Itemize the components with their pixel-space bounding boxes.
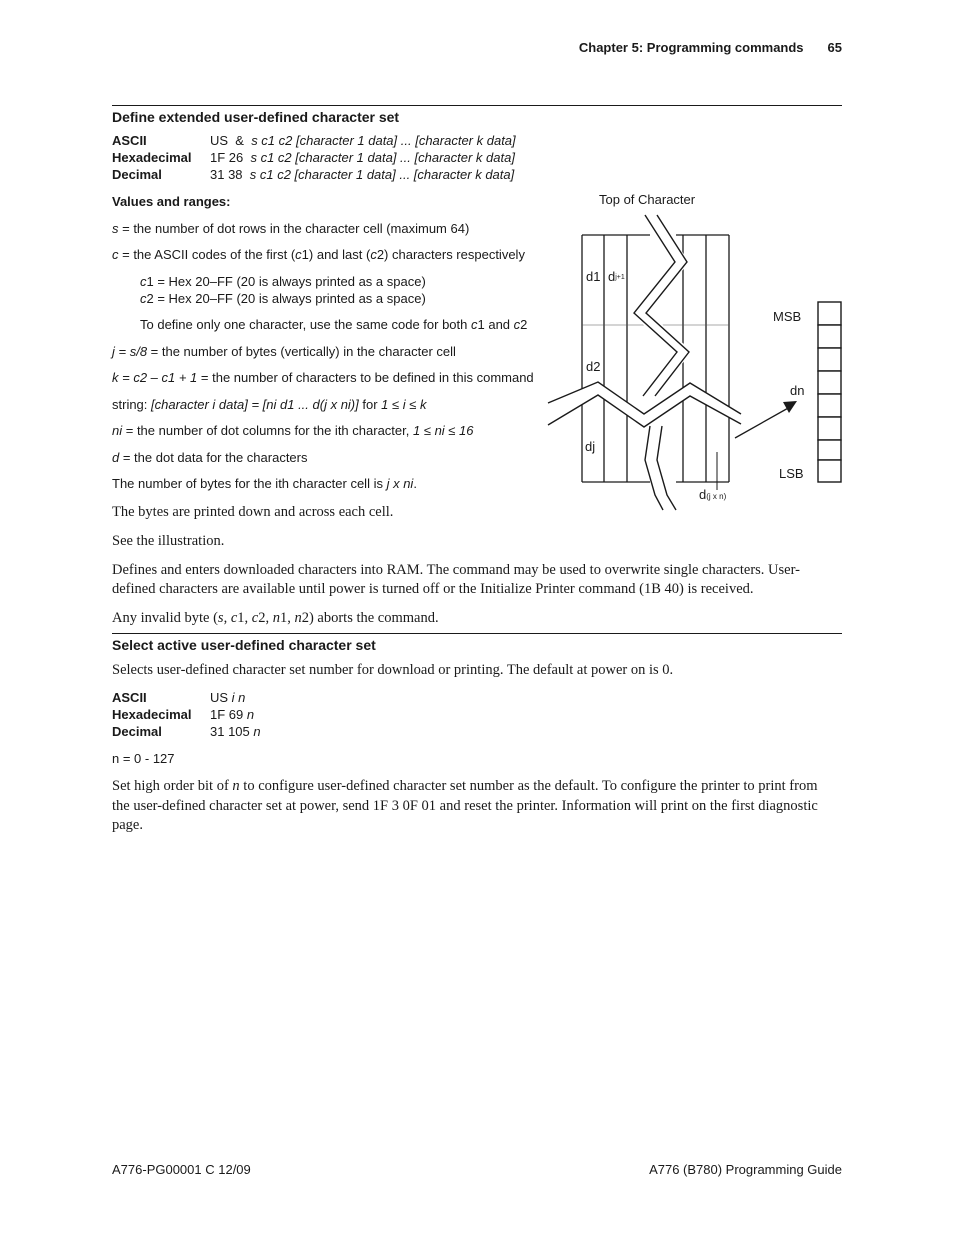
- command-label: ASCII: [112, 133, 147, 148]
- paragraph: page.: [112, 817, 143, 833]
- command-label: ASCII: [112, 690, 147, 705]
- djxn-label: d(j x n): [699, 487, 727, 502]
- d2-label: d2: [586, 359, 601, 374]
- paragraph: the user-defined character set at power, send 1F 3 0F 01 and reset the printer. Information will print on the first diagnostic: [112, 798, 818, 814]
- command-row: [112, 132, 532, 149]
- paragraph: Defines and enters downloaded characters into RAM. The command may be used to overwrite single characters. User-: [112, 562, 800, 578]
- chapter-title: Chapter 5: Programming commands: [578, 40, 804, 55]
- dj-label: dj: [585, 439, 596, 454]
- lsb-label: LSB: [779, 466, 804, 481]
- n-range: n = 0 - 127: [112, 751, 175, 766]
- c-definition: c = the ASCII codes of the first (c1) and last (c2) characters respectively: [112, 247, 525, 262]
- dn-label: dn: [790, 383, 805, 398]
- command-row: [112, 723, 532, 740]
- single-char-note: To define only one character, use the same code for both c1 and c2: [140, 317, 528, 332]
- msb-label: MSB: [773, 309, 802, 324]
- command-row: [112, 689, 532, 706]
- section-title: Select active user-defined character set: [112, 637, 376, 653]
- bytes-definition: The number of bytes for the ith character cell is j x ni.: [112, 476, 417, 491]
- running-header: [520, 39, 842, 56]
- footer-doc-id: A776-PG00001 C 12/09: [112, 1162, 251, 1177]
- d-definition: d = the dot data for the characters: [112, 450, 308, 465]
- paragraph: The bytes are printed down and across each cell.: [112, 504, 394, 520]
- command-value: 31 105 n: [210, 724, 261, 739]
- k-definition: k = c2 – c1 + 1 = the number of characters to be defined in this command: [112, 370, 534, 385]
- top-of-character-label: Top of Character: [599, 192, 696, 207]
- d1-label: d1: [586, 269, 601, 284]
- command-label: Hexadecimal: [112, 707, 192, 722]
- section-title: Define extended user-defined character set: [112, 109, 400, 125]
- c1-range: c1 = Hex 20–FF (20 is always printed as a space): [140, 274, 426, 289]
- command-value: US i n: [210, 690, 246, 705]
- command-value: US & s c1 c2 [character 1 data] ... [character k data]: [210, 133, 516, 148]
- command-label: Decimal: [112, 724, 162, 739]
- command-label: Hexadecimal: [112, 150, 192, 165]
- command-row: [112, 706, 532, 723]
- section-divider: [112, 633, 842, 634]
- byte-column: [818, 302, 841, 482]
- command-row: [112, 149, 532, 166]
- dj1-label: dj+1: [608, 269, 625, 284]
- c2-range: c2 = Hex 20–FF (20 is always printed as a space): [140, 291, 426, 306]
- s-definition: s = the number of dot rows in the character cell (maximum 64): [112, 221, 470, 236]
- command-value: 1F 26 s c1 c2 [character 1 data] ... [character k data]: [210, 150, 515, 165]
- command-row: [112, 166, 532, 183]
- arrow-icon: [735, 407, 790, 438]
- section-divider: [112, 105, 842, 106]
- command-label: Decimal: [112, 167, 162, 182]
- paragraph: Set high order bit of n to configure user-defined character set number as the default. To configure the printer to print from: [112, 778, 818, 794]
- paragraph: defined characters are available until power is turned off or the Initialize Printer command (1B 40) is received.: [112, 581, 754, 597]
- page-number: 65: [827, 40, 842, 55]
- j-definition: j = s/8 = the number of bytes (vertically) in the character cell: [112, 344, 456, 359]
- paragraph: See the illustration.: [112, 533, 225, 549]
- command-value: 31 38 s c1 c2 [character 1 data] ... [character k data]: [210, 167, 515, 182]
- paragraph: Selects user-defined character set number for download or printing. The default at power on is 0.: [112, 662, 674, 678]
- command-value: 1F 69 n: [210, 707, 255, 722]
- values-heading: Values and ranges:: [112, 194, 231, 209]
- paragraph: Any invalid byte (s, c1, c2, n1, n2) aborts the command.: [112, 610, 439, 626]
- footer-guide-title: A776 (B780) Programming Guide: [649, 1162, 842, 1177]
- character-cell-diagram: [540, 185, 850, 520]
- string-definition: string: [character i data] = [ni d1 ... d(j x ni)] for 1 ≤ i ≤ k: [112, 397, 427, 412]
- ni-definition: ni = the number of dot columns for the ith character, 1 ≤ ni ≤ 16: [112, 423, 474, 438]
